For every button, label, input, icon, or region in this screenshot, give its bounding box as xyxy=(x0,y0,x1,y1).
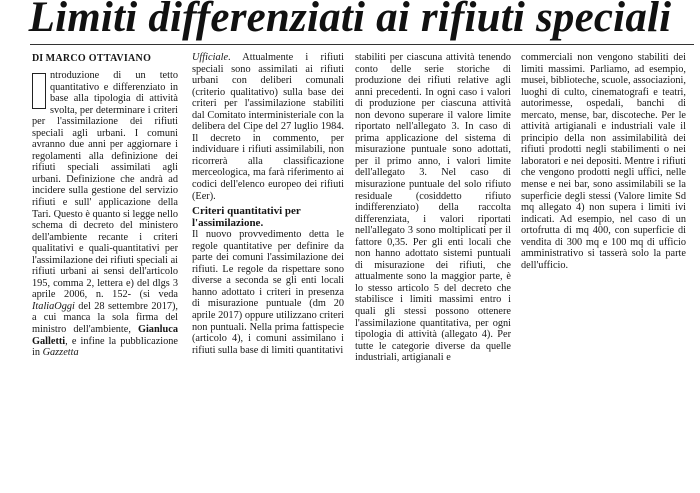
column-4-paragraph: commerciali non vengono stabiliti dei limiti massimi. Parliamo, ad esempio, musei, biblioteche, scuole, associazioni, luoghi di culto, cinematografi e teatri, autorimesse, ospedali, banchi di mercato, mense, bar, discoteche. Per le attività artigianali e industriali vale il principio della non assimilabilità dei rifiuti prodotti negli stabilimenti o nei laboratori e nei depositi. Mentre i rifiuti che vengono prodotti negli uffici, nelle mense e nei bar, sono assimilabili se la superficie degli stessi (Valore limite Sd mq allegato 4) non supera i limiti ivi indicati. Ad esempio, nel caso di un ortofrutta di mq 400, con superficie di vendita di 300 mq e 100 mq di ufficio amministrativo si tasserà solo la parte dell'ufficio. xyxy=(521,52,686,271)
column-1-text-c: , e infine la pubblicazione in xyxy=(32,335,178,359)
column-2-paragraph-2: Il nuovo provvedimento detta le regole quantitative per definire da parte dei comuni l'assimilazione dei rifiuti. Le regole da rispettare sono diverse a seconda se gli enti locali hanno adottato i criteri in presenza di misurazione puntuale (dm 20 aprile 2017) oppure utilizzano criteri non puntuali. Nella prima fattispecie (articolo 4), i comuni assimilano i rifiuti sulla base di limiti quantitativi xyxy=(192,229,344,356)
article-column-4 xyxy=(521,52,686,334)
italiaoggi-reference: ItaliaOggi xyxy=(32,300,75,312)
ufficiale-reference: Ufficiale xyxy=(192,52,229,63)
column-2-paragraph xyxy=(192,52,344,202)
gazzetta-reference: Gazzetta xyxy=(42,347,79,359)
column-3-paragraph: stabiliti per ciascuna attività tenendo conto delle serie storiche di produzione dei rifiuti relative agli anni precedenti. In ogni caso i valori di produzione per ciascuna attività non devono superare il valore limite riportato nell'allegato 3. In caso di prima applicazione del sistema di misurazione puntuale sono adottati, per il primo anno, i valori limite dell'allegato 3. Nel caso di misurazione puntuale del solo rifiuto residuale (cosiddetto rifiuto indifferenziato) della raccolta differenziata, i valori riportati nell'allegato 3 sono moltiplicati per il fattore 0,35. Per gli enti locali che non hanno adottato sistemi puntuali di misurazione dei rifiuti, che attualmente sono la maggior parte, è lo stesso articolo 5 del decreto che stabilisce i limiti massimi entro i quali gli stessi possono ottenere l'assimilazione quantitativa, per ogni tipologia di attività (allegato 4). Per tutte le categorie diverse da quelle industriali, artigianali e xyxy=(355,52,511,364)
column-1-paragraph xyxy=(32,70,178,359)
byline-author: MARCO OTTAVIANO xyxy=(45,53,152,64)
minister-name: Gianluca Galletti xyxy=(32,324,178,347)
headline-rule xyxy=(30,44,694,45)
article-column-1 xyxy=(32,52,178,393)
dropcap-box xyxy=(32,73,46,109)
byline-prefix: DI xyxy=(32,53,44,64)
article-column-2 xyxy=(192,52,344,384)
article-headline: Limiti differenziati ai rifiuti speciali xyxy=(28,0,672,41)
column-1-text-b: del 28 settembre 2017), a cui manca la sola firma del ministro dell'ambiente, xyxy=(32,300,178,336)
column-2-text: . Attualmente i rifiuti speciali sono assimilati ai rifiuti urbani con deliberi comunali (criterio qualitativo) sulla base dei criteri per l'assimilazione stabiliti dal Comitato interministeriale con la delibera del Cipe del 27 luglio 1984. Il decreto in commento, per individuare i rifiuti assimilabili, non ricorrerà alla classificazione merceologica, ma farà riferimento ai codici dell'elenco europeo dei rifiuti (Eer). xyxy=(192,52,344,202)
byline xyxy=(32,52,178,66)
article-column-3 xyxy=(355,52,511,397)
column-1-text: ntroduzione di un tetto quantitativo e differenziato in base alla tipologia di attività svolta, per determinare i criteri per l'assimilazione dei rifiuti speciali agli urbani. I comuni avranno due anni per aggiornare i regolamenti alla definizione dei rifiuti speciali assimilati agli urbani. Definizione che andrà ad incidere sulla gestione del servizio rifiuti e sull' applicazione della Tari. Questo è quanto si legge nello schema di decreto del ministero dell'ambiente recante i criteri qualitativi e quali-quantitativi per l'assimilazione dei rifiuti speciali ai rifiuti urbani ai sensi dell'articolo 195, comma 2, lettera e) del dlgs 3 aprile 2006, n. 152- (si veda xyxy=(32,70,178,301)
section-subheading: Criteri quantitativi per l'assimilazione. xyxy=(192,205,301,229)
